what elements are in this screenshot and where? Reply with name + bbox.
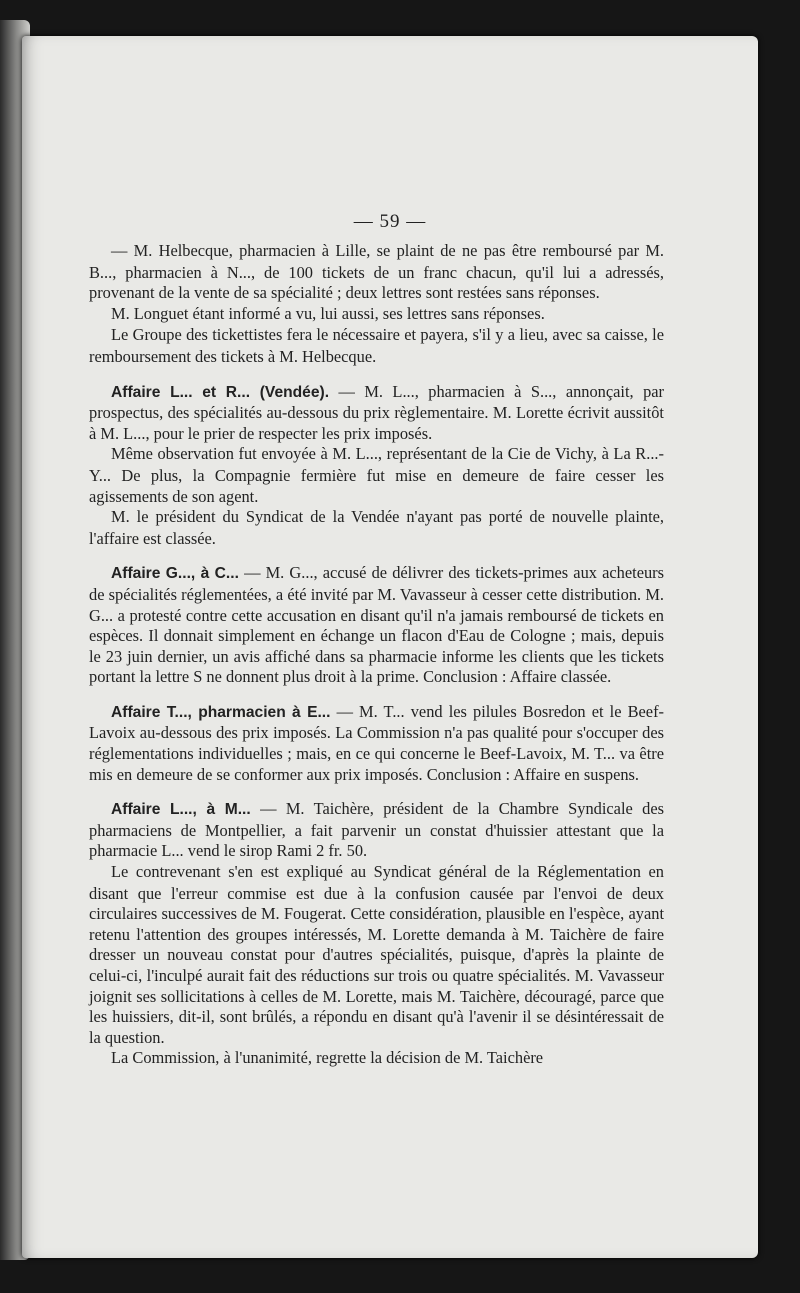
- paragraph: — M. Helbecque, pharmacien à Lille, se plaint de ne pas être remboursé par M. B..., pharmacien à N..., de 100 tickets de un franc chacun, qu'il lui a adressés, provenant de la vente de sa spécialité ; deux lettres sont restées sans réponses.: [89, 241, 664, 303]
- paragraph: Affaire T..., pharmacien à E... — M. T... vend les pilules Bosredon et le Beef-Lavoix au-dessous des prix imposés. La Commission n'a pas qualité pour s'occuper des réglementations individuelles ; mais, en ce qui concerne le Beef-Lavoix, M. T... va être mis en demeure de se conformer aux prix imposés. Conclusion : Affaire en suspens.: [89, 701, 664, 784]
- paragraph: Le Groupe des tickettistes fera le nécessaire et payera, s'il y a lieu, avec sa caisse, le remboursement des tickets à M. Helbecque.: [89, 325, 664, 366]
- paragraph: La Commission, à l'unanimité, regrette la décision de M. Taichère: [111, 1048, 544, 1068]
- section-heading: Affaire T..., pharmacien à E...: [111, 703, 331, 721]
- page-body: [89, 241, 664, 1070]
- paragraph: Le contrevenant s'en est expliqué au Syndicat général de la Réglementation en disant que l'erreur commise est due à la confusion causée par l'envoi de deux circulaires successives de M. Fougerat. Cette considération, plausible en l'espèce, ayant retenu l'attention des groupes intéressés, M. Lorette demanda à M. Taichère de faire dresser un nouveau constat pour d'autres spécialités, puisque, d'après la plainte de celui-ci, l'inculpé aurait fait des réductions sur trois ou quatre spécialités. M. Vavasseur joignit ses sollicitations à celles de M. Lorette, mais M. Taichère, découragé, parce que les huissiers, dit-il, sont brûlés, a répondu en disant qu'à l'avenir il se désintéressait de la question.: [89, 862, 664, 1047]
- page-number: — 59 —: [353, 211, 427, 232]
- paragraph: Même observation fut envoyée à M. L..., représentant de la Cie de Vichy, à La R...-Y... De plus, la Compagnie fermière fut mise en demeure de faire cesser les agissements de son agent.: [89, 444, 664, 506]
- book-page: [22, 36, 758, 1258]
- paragraph: Affaire L... et R... (Vendée). — M. L..., pharmacien à S..., annonçait, par prospectus, des spécialités au-dessous du prix règlementaire. M. Lorette écrivit aussitôt à M. L..., pour le prier de respecter les prix imposés.: [89, 381, 664, 443]
- section-heading: Affaire L..., à M...: [111, 801, 251, 819]
- paragraph: M. Longuet étant informé a vu, lui aussi, ses lettres sans réponses.: [111, 303, 545, 323]
- paragraph: M. le président du Syndicat de la Vendée n'ayant pas porté de nouvelle plainte, l'affaire est classée.: [89, 507, 664, 548]
- section-heading: Affaire G..., à C...: [111, 565, 239, 583]
- section-heading: Affaire L... et R... (Vendée).: [111, 383, 330, 401]
- paragraph: Affaire L..., à M... — M. Taichère, président de la Chambre Syndicale des pharmaciens de Montpellier, a fait parvenir un constat d'huissier attestant que la pharmacie L... vend le sirop Rami 2 fr. 50.: [89, 799, 665, 861]
- paragraph: Affaire G..., à C... — M. G..., accusé de délivrer des tickets-primes aux acheteurs de spécialités réglementées, a été invité par M. Vavasseur à cesser cette distribution. M. G... a protesté contre cette accusation en disant qu'il n'a jamais remboursé de tickets en espèces. Il donnait simplement en échange un flacon d'Eau de Cologne ; mais, depuis le 23 juin dernier, un avis affiché dans sa pharmacie informe les clients que les tickets portant la lettre S ne donnent plus droit à la prime. Conclusion : Affaire classée.: [89, 563, 665, 687]
